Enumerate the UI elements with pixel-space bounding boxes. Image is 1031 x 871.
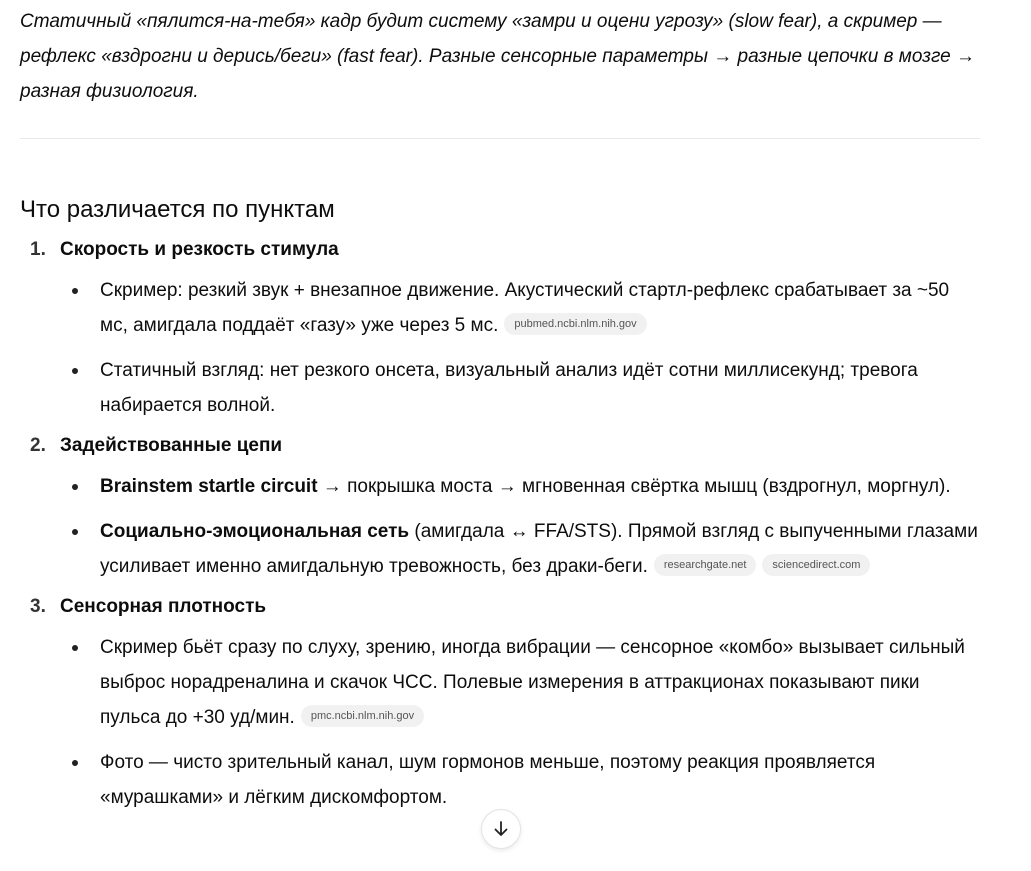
bullet-text: → покрышка моста → мгновенная свёртка мышц (вздрогнул, моргнул). xyxy=(317,476,951,497)
source-chip[interactable]: pmc.ncbi.nlm.nih.gov xyxy=(301,705,424,727)
bullet-text: Скример бьёт сразу по слуху, зрению, иногда вибрации — сенсорное «комбо» вызывает сильный выброс норадреналина и скачок ЧСС. Полевые измерения в аттракционах показывают пики пульса до +30 уд/мин. xyxy=(100,637,965,728)
point-number: 1. xyxy=(30,239,46,260)
list-item xyxy=(20,237,980,423)
section-title: Что различается по пунктам xyxy=(20,196,335,223)
source-chip[interactable]: researchgate.net xyxy=(654,554,757,576)
bullet-bold-term: Социально-эмоциональная сеть xyxy=(100,521,410,542)
bullet-item xyxy=(20,630,980,735)
point-heading xyxy=(20,433,980,459)
source-chip[interactable]: pubmed.ncbi.nlm.nih.gov xyxy=(504,313,646,335)
source-chip[interactable]: sciencedirect.com xyxy=(762,554,870,576)
intro-paragraph: Статичный «пялится-на-тебя» кадр будит систему «замри и оцени угрозу» (slow fear), а скример — рефлекс «вздрогни и дерись/беги» (fast fear). Разные сенсорные параметры → разные цепочки в мозге → разная физиология. xyxy=(20,11,976,102)
points-list xyxy=(20,237,980,815)
scroll-to-bottom-button[interactable] xyxy=(481,809,521,849)
list-item xyxy=(20,433,980,584)
point-title: Скорость и резкость стимула xyxy=(60,239,339,260)
point-heading xyxy=(20,594,980,620)
bullet-item xyxy=(20,273,980,343)
point-title: Задействованные цепи xyxy=(60,435,283,456)
point-number: 2. xyxy=(30,435,46,456)
bullet-list xyxy=(20,469,980,584)
arrow-down-icon xyxy=(492,820,510,838)
bullet-text: Статичный взгляд: нет резкого онсета, визуальный анализ идёт сотни миллисекунд; тревога набирается волной. xyxy=(100,360,918,416)
message-content xyxy=(20,0,980,815)
divider xyxy=(20,138,980,139)
bullet-item xyxy=(20,353,980,423)
bullet-list xyxy=(20,630,980,815)
point-number: 3. xyxy=(30,596,46,617)
point-heading xyxy=(20,237,980,263)
bullet-item xyxy=(20,745,980,815)
bullet-item xyxy=(20,514,980,584)
list-item xyxy=(20,594,980,815)
point-title: Сенсорная плотность xyxy=(60,596,267,617)
bullet-list xyxy=(20,273,980,423)
bullet-text: Фото — чисто зрительный канал, шум гормонов меньше, поэтому реакция проявляется «мурашками» и лёгким дискомфортом. xyxy=(100,752,876,808)
bullet-item xyxy=(20,469,980,504)
bullet-bold-term: Brainstem startle circuit xyxy=(100,476,318,497)
bullet-text: Скример: резкий звук + внезапное движение. Акустический стартл-рефлекс срабатывает за ~50 мс, амигдала поддаёт «газу» уже через 5 мс. xyxy=(100,280,950,336)
bullet-text: (амигдала ↔ FFA/STS). Прямой взгляд с выпученными глазами усиливает именно амигдальную тревожность, без драки-беги. xyxy=(100,521,978,577)
